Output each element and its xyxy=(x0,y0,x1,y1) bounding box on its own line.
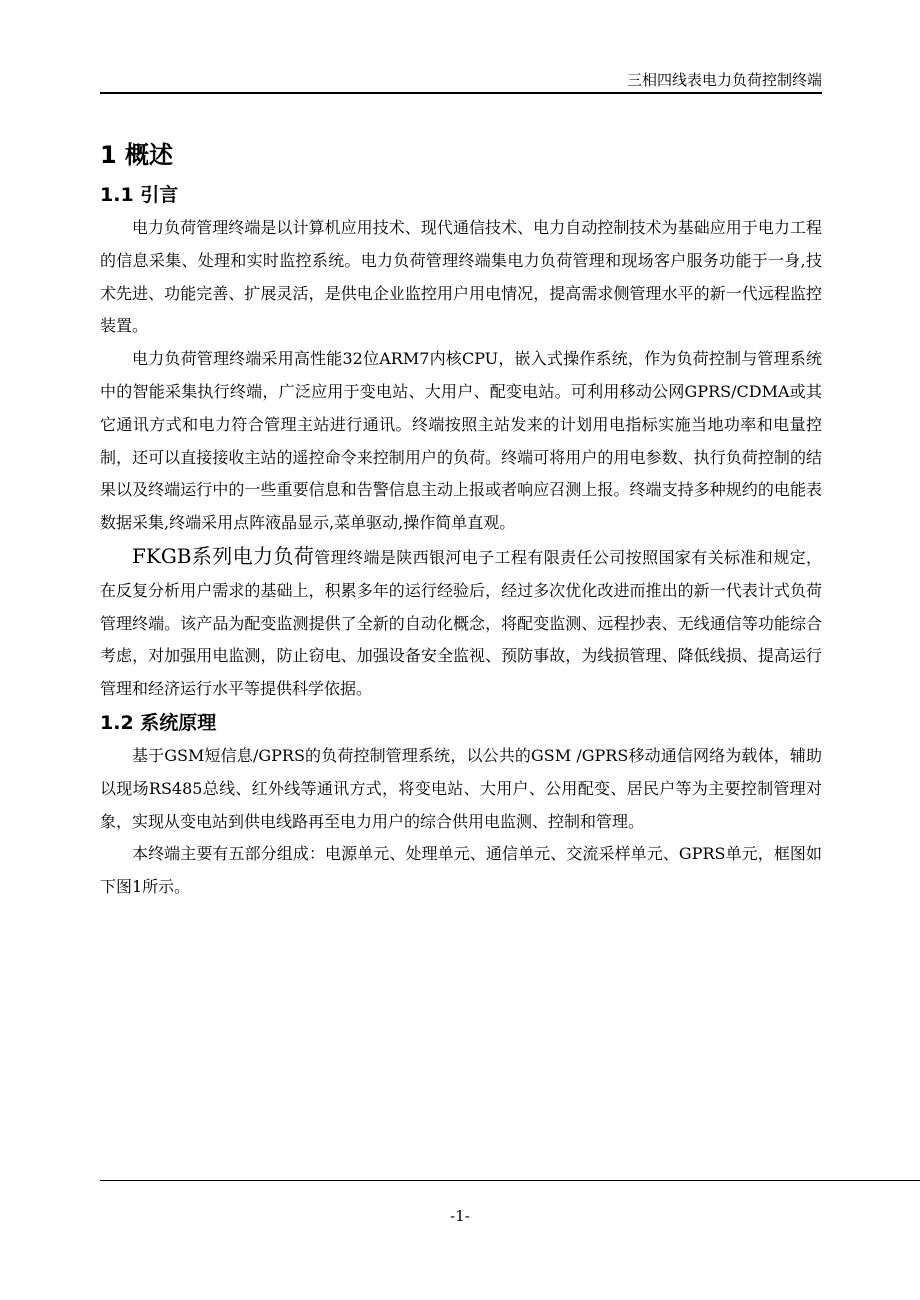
document-body xyxy=(100,138,822,904)
paragraph-intro-3-rest: 管理终端是陕西银河电子工程有限责任公司按照国家有关标准和规定，在反复分析用户需求的基础上，积累多年的运行经验后，经过多次优化改进而推出的新一代表计式负荷管理终端。该产品为配变监测提供了全新的自动化概念，将配变监测、远程抄表、无线通信等功能综合考虑，对加强用电监测，防止窃电、加强设备安全监视、预防事故，为线损管理、降低线损、提高运行管理和经济运行水平等提供科学依据。 xyxy=(100,547,822,699)
footer-rule xyxy=(100,1180,920,1181)
section-heading-intro: 1.1 引言 xyxy=(100,184,179,206)
paragraph-intro-2: 电力负荷管理终端采用高性能32位ARM7内核CPU，嵌入式操作系统，作为负荷控制与管理系统中的智能采集执行终端，广泛应用于变电站、大用户、配变电站。可利用移动公网GPRS/CDMA或其它通讯方式和电力符合管理主站进行通讯。终端按照主站发来的计划用电指标实施当地功率和电量控制，还可以直接接收主站的遥控命令来控制用户的负荷。终端可将用户的用电参数、执行负荷控制的结果以及终端运行中的一些重要信息和告警信息主动上报或者响应召测上报。终端支持多种规约的电能表数据采集,终端采用点阵液晶显示,菜单驱动,操作简单直观。 xyxy=(100,349,822,533)
header-title: 三相四线表电力负荷控制终端 xyxy=(626,71,822,89)
paragraph-intro-3 xyxy=(100,540,822,706)
section-heading-principle: 1.2 系统原理 xyxy=(100,711,217,734)
paragraph-intro-1: 电力负荷管理终端是以计算机应用技术、现代通信技术、电力自动控制技术为基础应用于电力工程的信息采集、处理和实时监控系统。电力负荷管理终端集电力负荷管理和现场客户服务功能于一身,技术先进、功能完善、扩展灵活，是供电企业监控用户用电情况，提高需求侧管理水平的新一代远程监控装置。 xyxy=(100,218,822,336)
paragraph-principle-2: 本终端主要有五部分组成：电源单元、处理单元、通信单元、交流采样单元、GPRS单元，框图如下图1所示。 xyxy=(100,844,822,897)
chapter-heading: 1 概述 xyxy=(100,141,174,169)
paragraph-principle-1: 基于GSM短信息/GPRS的负荷控制管理系统，以公共的GSM /GPRS移动通信网络为载体，辅助以现场RS485总线、红外线等通讯方式，将变电站、大用户、公用配变、居民户等为主要控制管理对象，实现从变电站到供电线路再至电力用户的综合供用电监测、控制和管理。 xyxy=(100,745,822,831)
header-rule xyxy=(100,92,822,94)
page-number: -1- xyxy=(450,1207,470,1225)
paragraph-intro-3-lead: FKGB系列电力负荷 xyxy=(132,543,315,568)
